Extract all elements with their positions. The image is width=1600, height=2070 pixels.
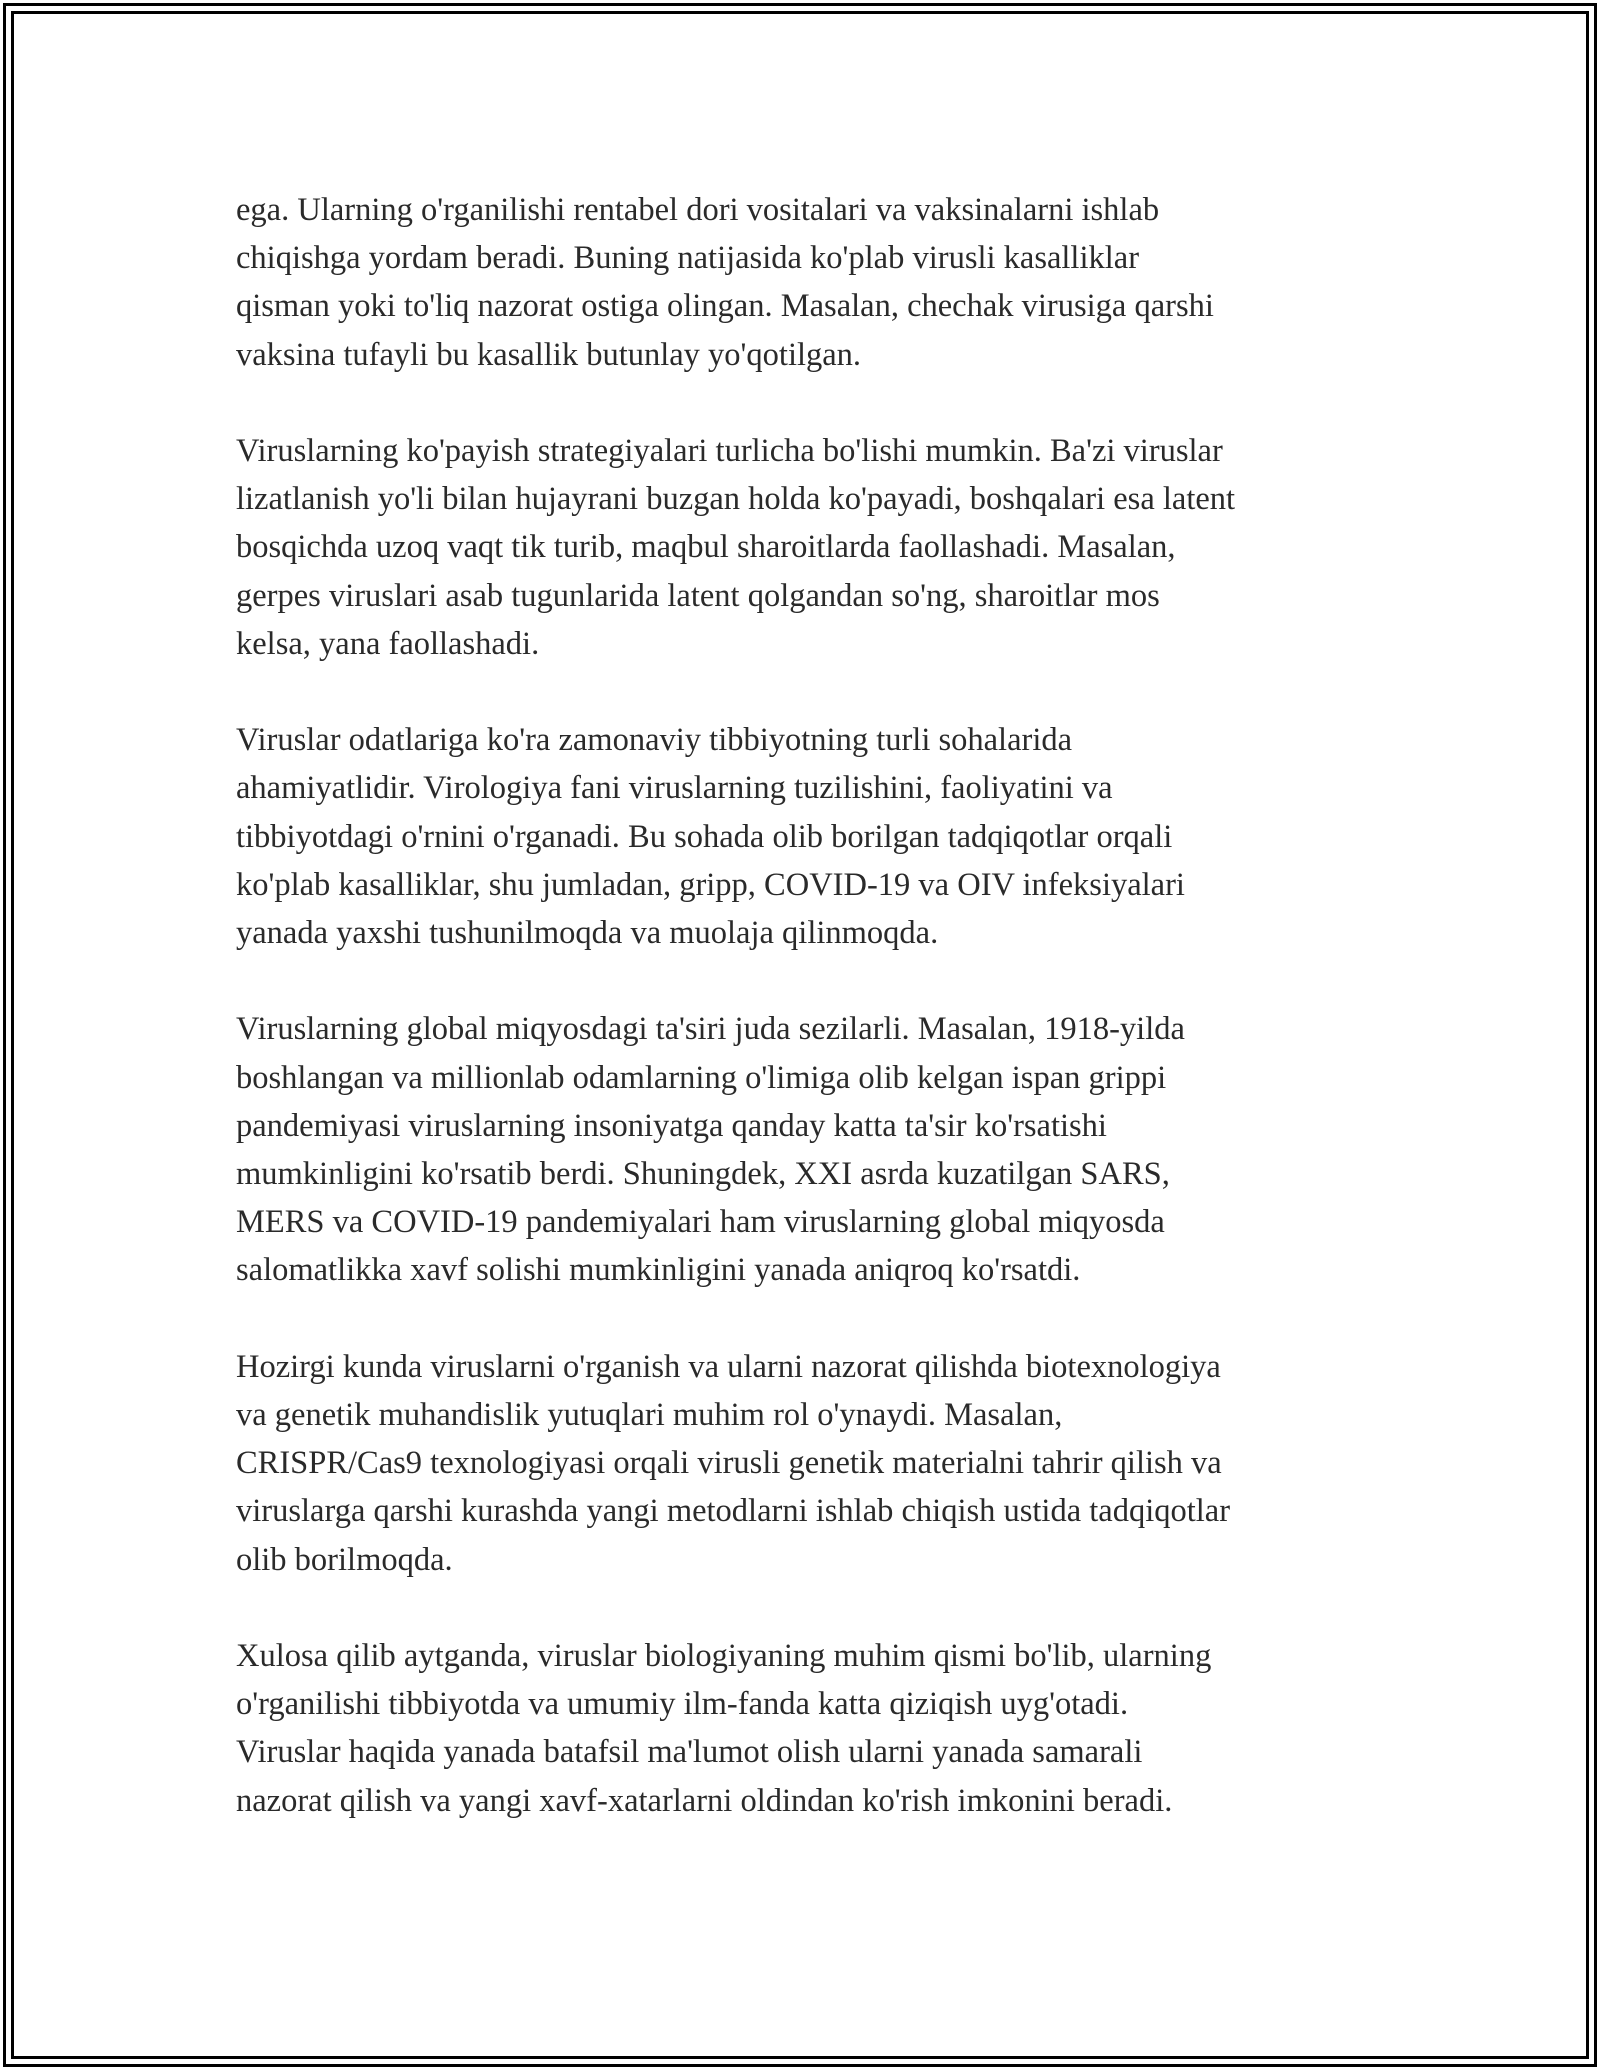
text-line: bosqichda uzoq vaqt tik turib, maqbul sharoitlarda faollashadi. Masalan, bbox=[236, 529, 1176, 566]
text-line: qisman yoki to'liq nazorat ostiga olingan. Masalan, chechak virusiga qarshi bbox=[236, 288, 1214, 325]
text-line: vaksina tufayli bu kasallik butunlay yo'qotilgan. bbox=[236, 336, 862, 373]
text-line: o'rganilishi tibbiyotda va umumiy ilm-fanda katta qiziqish uyg'otadi. bbox=[236, 1686, 1129, 1723]
text-line: nazorat qilish va yangi xavf-xatarlarni oldindan ko'rish imkonini beradi. bbox=[236, 1782, 1173, 1819]
text-line: CRISPR/Cas9 texnologiyasi orqali virusli genetik materialni tahrir qilish va bbox=[236, 1445, 1222, 1482]
text-line: viruslarga qarshi kurashda yangi metodlarni ishlab chiqish ustida tadqiqotlar bbox=[236, 1493, 1231, 1530]
text-line: chiqishga yordam beradi. Buning natijasida ko'plab virusli kasalliklar bbox=[236, 240, 1140, 277]
text-line: ko'plab kasalliklar, shu jumladan, gripp, COVID-19 va OIV infeksiyalari bbox=[236, 866, 1185, 903]
text-line: mumkinligini ko'rsatib berdi. Shuningdek, XXI asrda kuzatilgan SARS, bbox=[236, 1156, 1170, 1193]
text-line: Viruslarning global miqyosdagi ta'siri juda sezilarli. Masalan, 1918-yilda bbox=[236, 1011, 1185, 1048]
text-line: Xulosa qilib aytganda, viruslar biologiyaning muhim qismi bo'lib, ularning bbox=[236, 1638, 1212, 1675]
text-line: Viruslarning ko'payish strategiyalari turlicha bo'lishi mumkin. Ba'zi viruslar bbox=[236, 433, 1223, 469]
paragraph-4 bbox=[236, 1005, 1376, 1294]
document-body bbox=[236, 186, 1376, 1873]
text-line: salomatlikka xavf solishi mumkinligini yanada aniqroq ko'rsatdi. bbox=[236, 1252, 1081, 1289]
text-line: va genetik muhandislik yutuqlari muhim rol o'ynaydi. Masalan, bbox=[236, 1397, 1063, 1434]
text-line: yanada yaxshi tushunilmoqda va muolaja qilinmoqda. bbox=[236, 915, 939, 952]
text-line: olib borilmoqda. bbox=[236, 1541, 453, 1578]
text-line: MERS va COVID-19 pandemiyalari ham viruslarning global miqyosda bbox=[236, 1204, 1165, 1241]
paragraph-2 bbox=[236, 427, 1376, 668]
paragraph-1 bbox=[236, 186, 1376, 379]
paragraph-5 bbox=[236, 1343, 1376, 1584]
text-line: ega. Ularning o'rganilishi rentabel dori vositalari va vaksinalarni ishlab bbox=[236, 192, 1160, 228]
text-line: ahamiyatlidir. Virologiya fani viruslarning tuzilishini, faoliyatini va bbox=[236, 770, 1113, 807]
text-line: pandemiyasi viruslarning insoniyatga qanday katta ta'sir ko'rsatishi bbox=[236, 1107, 1107, 1144]
paragraph-6 bbox=[236, 1632, 1376, 1825]
text-line: Hozirgi kunda viruslarni o'rganish va ularni nazorat qilishda biotexnologiya bbox=[236, 1348, 1221, 1385]
text-line: boshlangan va millionlab odamlarning o'limiga olib kelgan ispan grippi bbox=[236, 1059, 1167, 1096]
text-line: lizatlanish yo'li bilan hujayrani buzgan holda ko'payadi, boshqalari esa latent bbox=[236, 481, 1236, 518]
text-line: Viruslar haqida yanada batafsil ma'lumot olish ularni yanada samarali bbox=[236, 1734, 1143, 1771]
text-line: Viruslar odatlariga ko'ra zamonaviy tibbiyotning turli sohalarida bbox=[236, 722, 1073, 759]
paragraph-3 bbox=[236, 716, 1376, 957]
text-line: gerpes viruslari asab tugunlarida latent qolgandan so'ng, sharoitlar mos bbox=[236, 577, 1160, 614]
text-line: kelsa, yana faollashadi. bbox=[236, 625, 540, 662]
text-line: tibbiyotdagi o'rnini o'rganadi. Bu sohada olib borilgan tadqiqotlar orqali bbox=[236, 818, 1173, 855]
